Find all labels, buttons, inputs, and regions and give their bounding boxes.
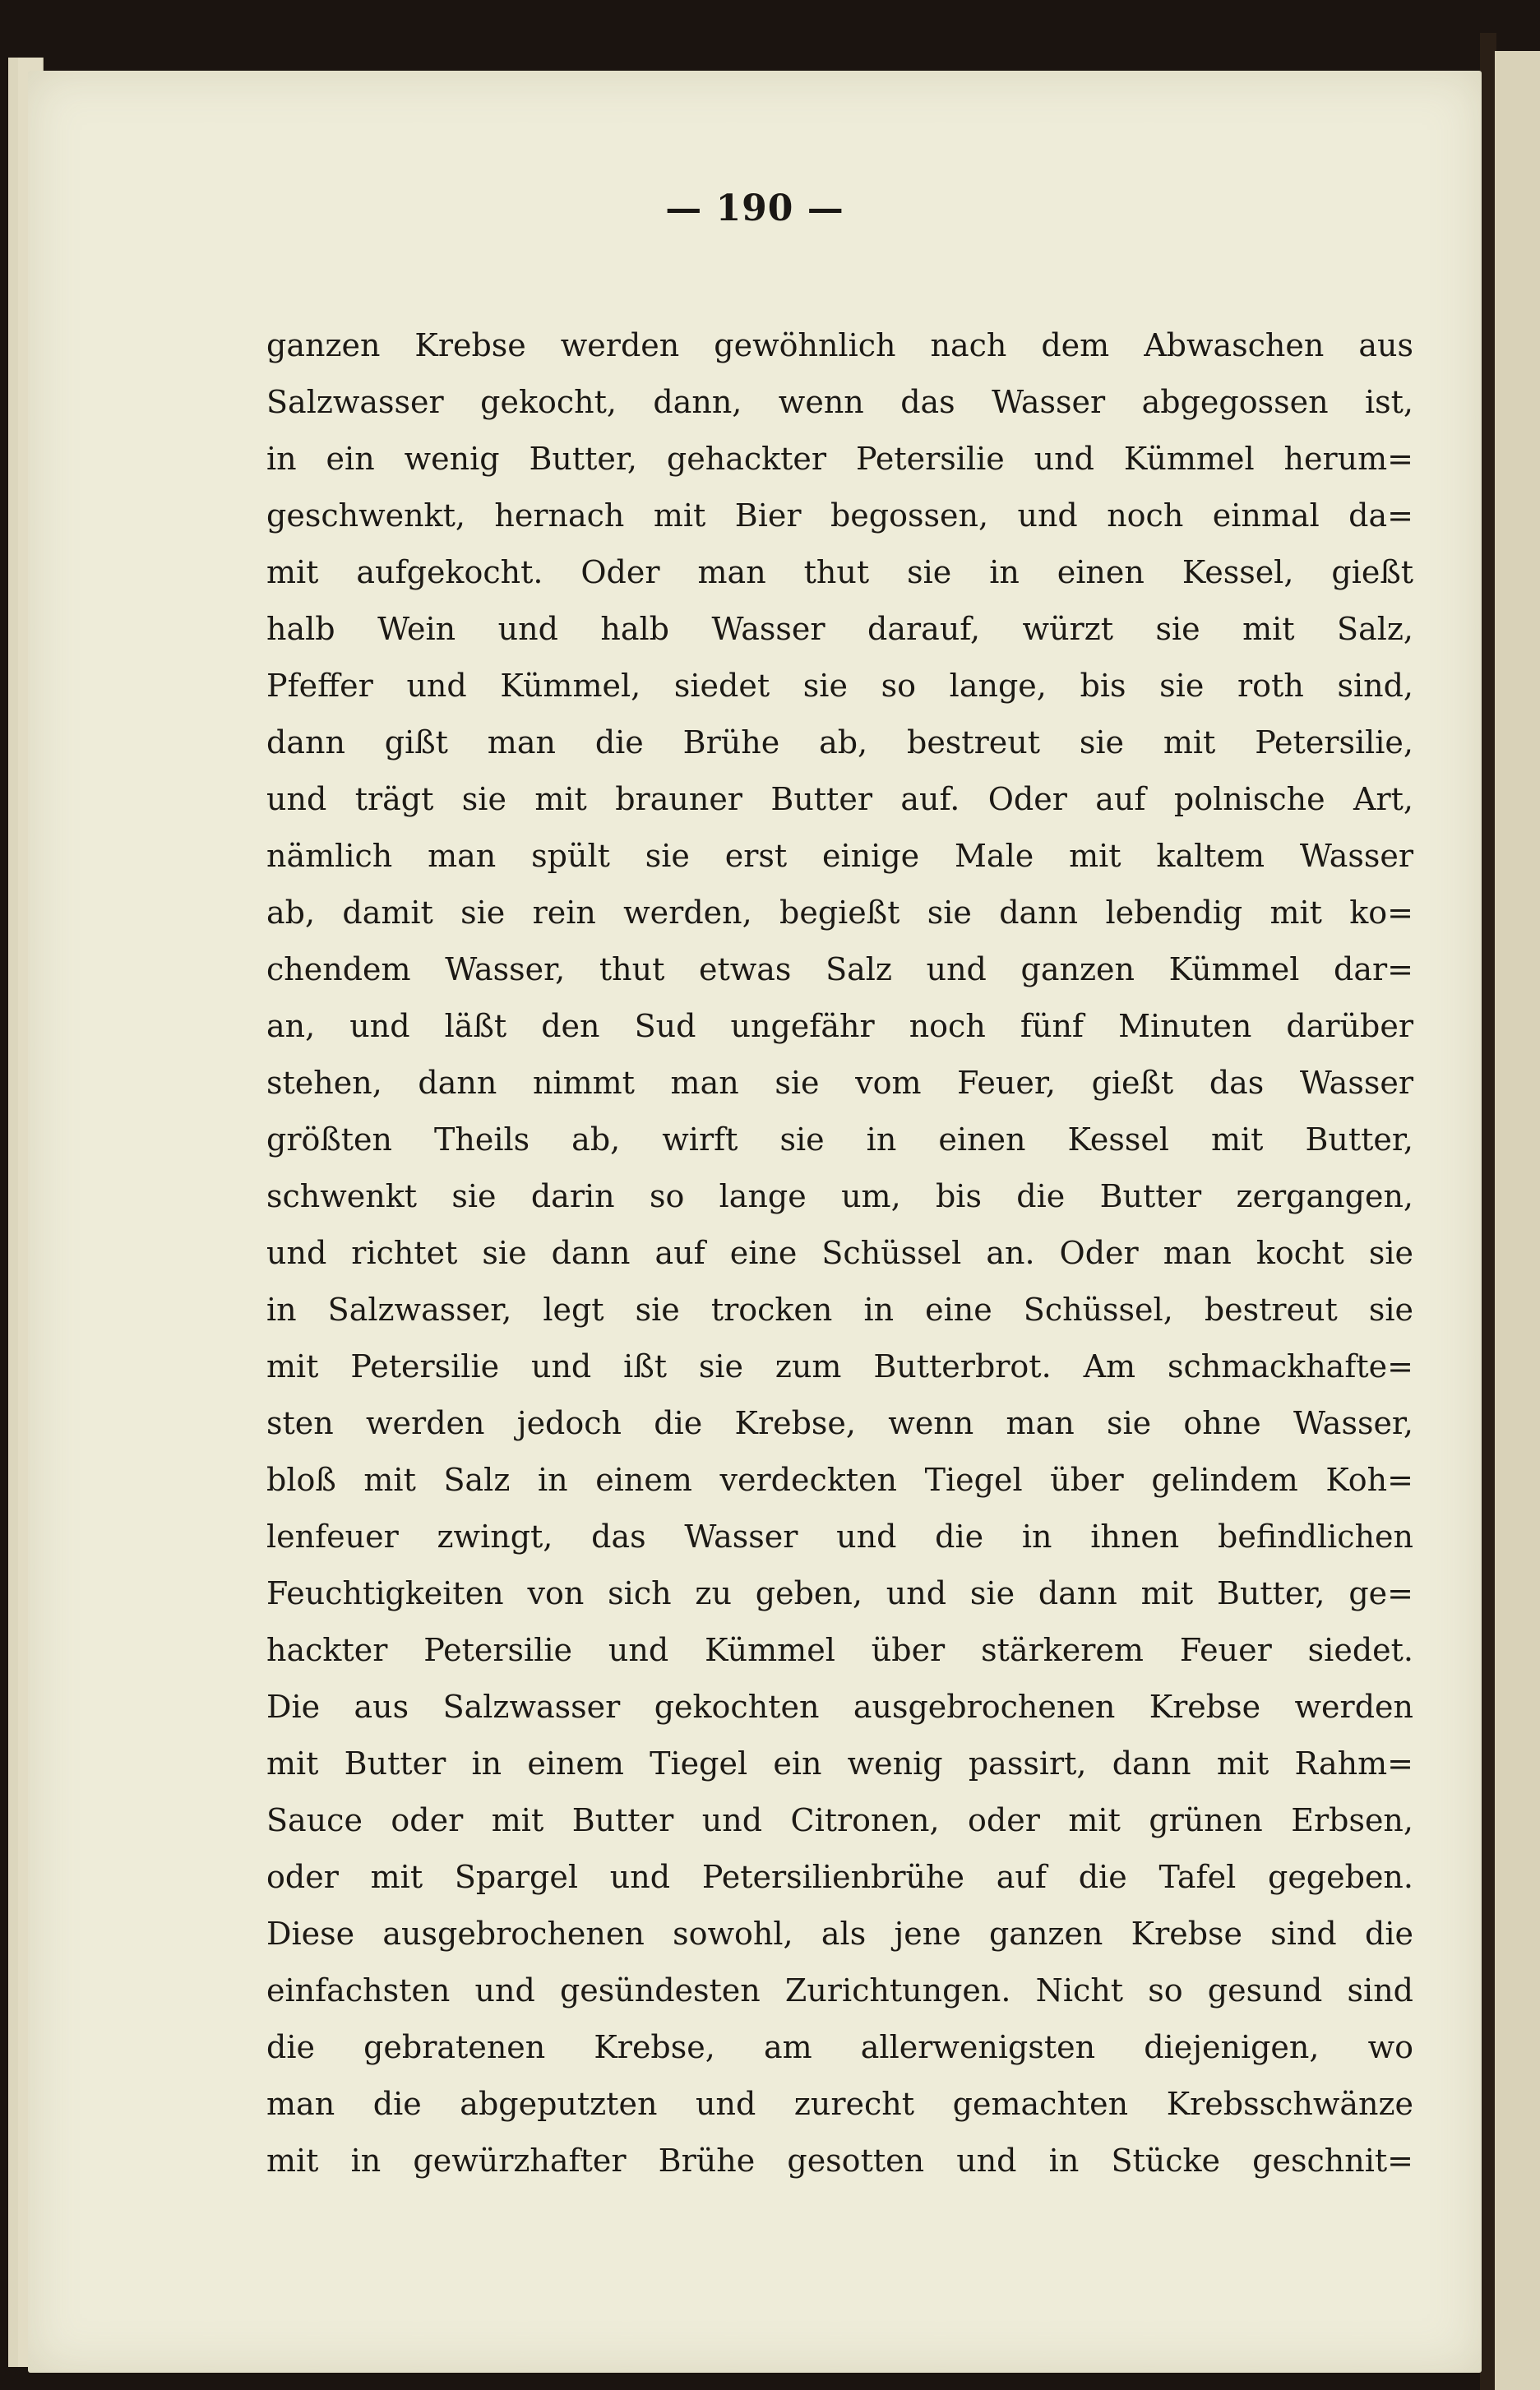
text-line: hackter Petersilie und Kümmel über stärkerem Feuer siedet. <box>266 1632 1413 1668</box>
text-line: mit Butter in einem Tiegel ein wenig passirt, dann mit Rahm= <box>266 1745 1413 1782</box>
text-line: chendem Wasser, thut etwas Salz und ganzen Kümmel dar= <box>266 951 1413 987</box>
text-line: mit in gewürzhafter Brühe gesotten und in Stücke geschnit= <box>266 2143 1413 2179</box>
text-line: Salzwasser gekocht, dann, wenn das Wasser abgegossen ist, <box>266 384 1413 420</box>
text-line: die gebratenen Krebse, am allerwenigsten diejenigen, wo <box>266 2029 1413 2065</box>
text-line: ab, damit sie rein werden, begießt sie dann lebendig mit ko= <box>266 895 1413 931</box>
text-line: Sauce oder mit Butter und Citronen, oder mit grünen Erbsen, <box>266 1802 1413 1838</box>
text-line: Die aus Salzwasser gekochten ausgebrochenen Krebse werden <box>266 1689 1413 1725</box>
text-line: mit Petersilie und ißt sie zum Butterbrot. Am schmackhafte= <box>266 1348 1413 1385</box>
text-line: stehen, dann nimmt man sie vom Feuer, gießt das Wasser <box>266 1065 1413 1101</box>
text-line: ganzen Krebse werden gewöhnlich nach dem Abwaschen aus <box>266 327 1413 363</box>
text-line: größten Theils ab, wirft sie in einen Kessel mit Butter, <box>266 1121 1413 1158</box>
text-line: dann gißt man die Brühe ab, bestreut sie mit Petersilie, <box>266 724 1413 760</box>
text-line: nämlich man spült sie erst einige Male mit kaltem Wasser <box>266 838 1413 874</box>
text-line: einfachsten und gesündesten Zurichtungen. Nicht so gesund sind <box>266 1972 1413 2009</box>
text-line: und trägt sie mit brauner Butter auf. Oder auf polnische Art, <box>266 781 1413 817</box>
text-line: man die abgeputzten und zurecht gemachten Krebsschwänze <box>266 2086 1413 2122</box>
page-number-header: — 190 — <box>665 187 844 229</box>
book-page <box>28 71 1482 2373</box>
text-line: in ein wenig Butter, gehackter Petersilie und Kümmel herum= <box>266 441 1413 477</box>
text-line: mit aufgekocht. Oder man thut sie in einen Kessel, gießt <box>266 554 1413 590</box>
text-line: in Salzwasser, legt sie trocken in eine Schüssel, bestreut sie <box>266 1292 1413 1328</box>
text-line: oder mit Spargel und Petersilienbrühe auf die Tafel gegeben. <box>266 1859 1413 1895</box>
text-line: halb Wein und halb Wasser darauf, würzt sie mit Salz, <box>266 611 1413 647</box>
text-line: bloß mit Salz in einem verdeckten Tiegel über gelindem Koh= <box>266 1462 1413 1498</box>
text-line: und richtet sie dann auf eine Schüssel an. Oder man kocht sie <box>266 1235 1413 1271</box>
body-text <box>266 317 1413 2189</box>
book-binding <box>1480 33 1496 2390</box>
text-line: schwenkt sie darin so lange um, bis die Butter zergangen, <box>266 1178 1413 1214</box>
text-line: Diese ausgebrochenen sowohl, als jene ganzen Krebse sind die <box>266 1916 1413 1952</box>
text-line: Feuchtigkeiten von sich zu geben, und sie dann mit Butter, ge= <box>266 1575 1413 1611</box>
text-line: sten werden jedoch die Krebse, wenn man sie ohne Wasser, <box>266 1405 1413 1441</box>
text-line: lenfeuer zwingt, das Wasser und die in ihnen befindlichen <box>266 1519 1413 1555</box>
facing-page-edge <box>1495 51 1540 2390</box>
text-line: an, und läßt den Sud ungefähr noch fünf Minuten darüber <box>266 1008 1413 1044</box>
text-line: Pfeffer und Kümmel, siedet sie so lange, bis sie roth sind, <box>266 668 1413 704</box>
text-line: geschwenkt, hernach mit Bier begossen, und noch einmal da= <box>266 497 1413 534</box>
